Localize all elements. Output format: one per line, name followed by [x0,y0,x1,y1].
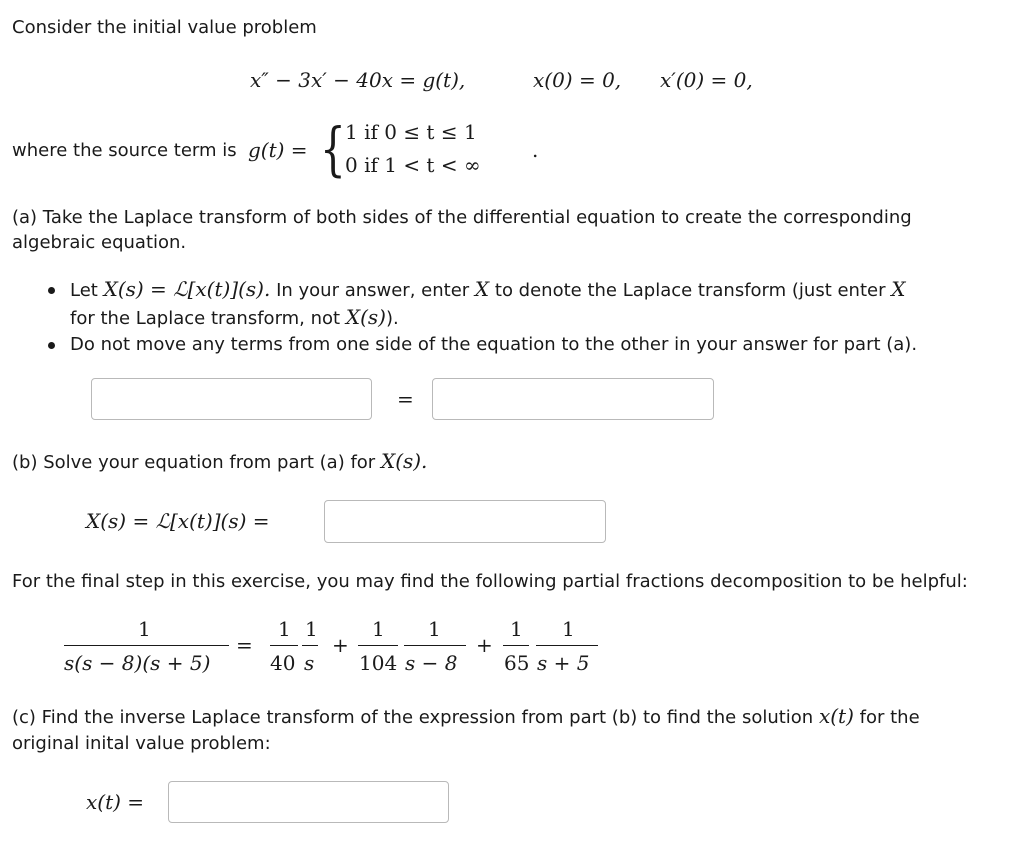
pf-plus-1: + [332,633,349,657]
part-c-answer-input[interactable] [168,781,449,823]
pf-t3b-bar [536,645,598,646]
pf-t1-den: 40 [270,651,296,675]
bullet-1-line2-text: for the Laplace transform, not [70,308,341,329]
bullet-1-text-b: In your answer, enter [276,280,470,301]
pf-t1-num: 1 [278,617,291,641]
bullet-dot [48,342,55,349]
part-c-text-a: (c) Find the inverse Laplace transform of the expression from part (b) to find the solution [12,707,814,728]
pf-t1b-num: 1 [305,617,318,641]
g-lhs: g(t) = [248,138,308,162]
pf-t3-num: 1 [510,617,523,641]
bullet-1-line1 [70,278,905,302]
part-a-line2: algebraic equation. [12,232,187,253]
pf-equals: = [236,633,253,657]
pf-t2-num: 1 [372,617,385,641]
pf-t2-den: 104 [359,651,398,675]
part-b-prompt [12,450,427,474]
pf-t1b-bar [302,645,318,646]
initial-condition-1: x(0) = 0, [533,68,622,92]
pf-t3-den: 65 [504,651,530,675]
bullet-1-line2-math: X(s) [345,305,386,329]
pf-lhs-numerator: 1 [138,617,151,641]
pf-t1b-den: s [304,651,315,675]
bullet-dot [48,287,55,294]
part-c-line1 [12,705,920,729]
bullet-1-x: X [474,277,490,301]
ode-equation: x″ − 3x′ − 40x = g(t), [250,68,466,92]
bullet-1-line2 [70,306,399,330]
pf-t2-bar [358,645,398,646]
part-b-prompt-text: (b) Solve your equation from part (a) for [12,452,376,473]
pf-lhs-fraction-bar [64,645,229,646]
part-b-answer-input[interactable] [324,500,606,543]
part-b-prompt-math: X(s). [380,449,428,473]
pf-t3-bar [503,645,529,646]
piecewise-period: . [532,138,539,162]
pf-t1-bar [270,645,298,646]
part-a-left-input[interactable] [91,378,372,420]
source-label: where the source term is [12,140,237,161]
bullet-1-math: X(s) = ℒ[x(t)](s). [103,277,271,301]
intro-text: Consider the initial value problem [12,17,317,38]
left-brace: { [320,115,346,183]
bullet-1-line2-end: ). [385,308,399,329]
bullet-2: Do not move any terms from one side of the equation to the other in your answer for part (a). [70,334,918,355]
part-a-equals: = [397,387,414,411]
part-b-lhs: X(s) = ℒ[x(t)](s) = [86,509,270,533]
pf-t2b-bar [404,645,466,646]
initial-condition-2: x′(0) = 0, [660,68,753,92]
part-a-line1: (a) Take the Laplace transform of both sides of the differential equation to create the corresponding [12,207,912,228]
pf-t2b-den: s − 8 [405,651,458,675]
piecewise-case-1: 1 if 0 ≤ t ≤ 1 [345,120,477,144]
part-a-right-input[interactable] [432,378,714,420]
piecewise-case-2: 0 if 1 < t < ∞ [345,153,481,177]
pf-t2b-num: 1 [428,617,441,641]
pf-t3b-num: 1 [562,617,575,641]
part-c-line2: original inital value problem: [12,733,271,754]
pf-lhs-denominator: s(s − 8)(s + 5) [64,651,211,675]
part-c-lhs: x(t) = [86,790,145,814]
part-c-math: x(t) [818,704,854,728]
partial-fractions-intro: For the final step in this exercise, you may find the following partial fractions decomposition to be helpful: [12,571,968,592]
pf-t3b-den: s + 5 [537,651,590,675]
pf-plus-2: + [476,633,493,657]
bullet-1-x2: X [891,277,906,301]
bullet-1-let: Let [70,280,98,301]
part-c-text-b: for the [859,707,920,728]
bullet-1-text-c: to denote the Laplace transform (just enter [494,280,886,301]
